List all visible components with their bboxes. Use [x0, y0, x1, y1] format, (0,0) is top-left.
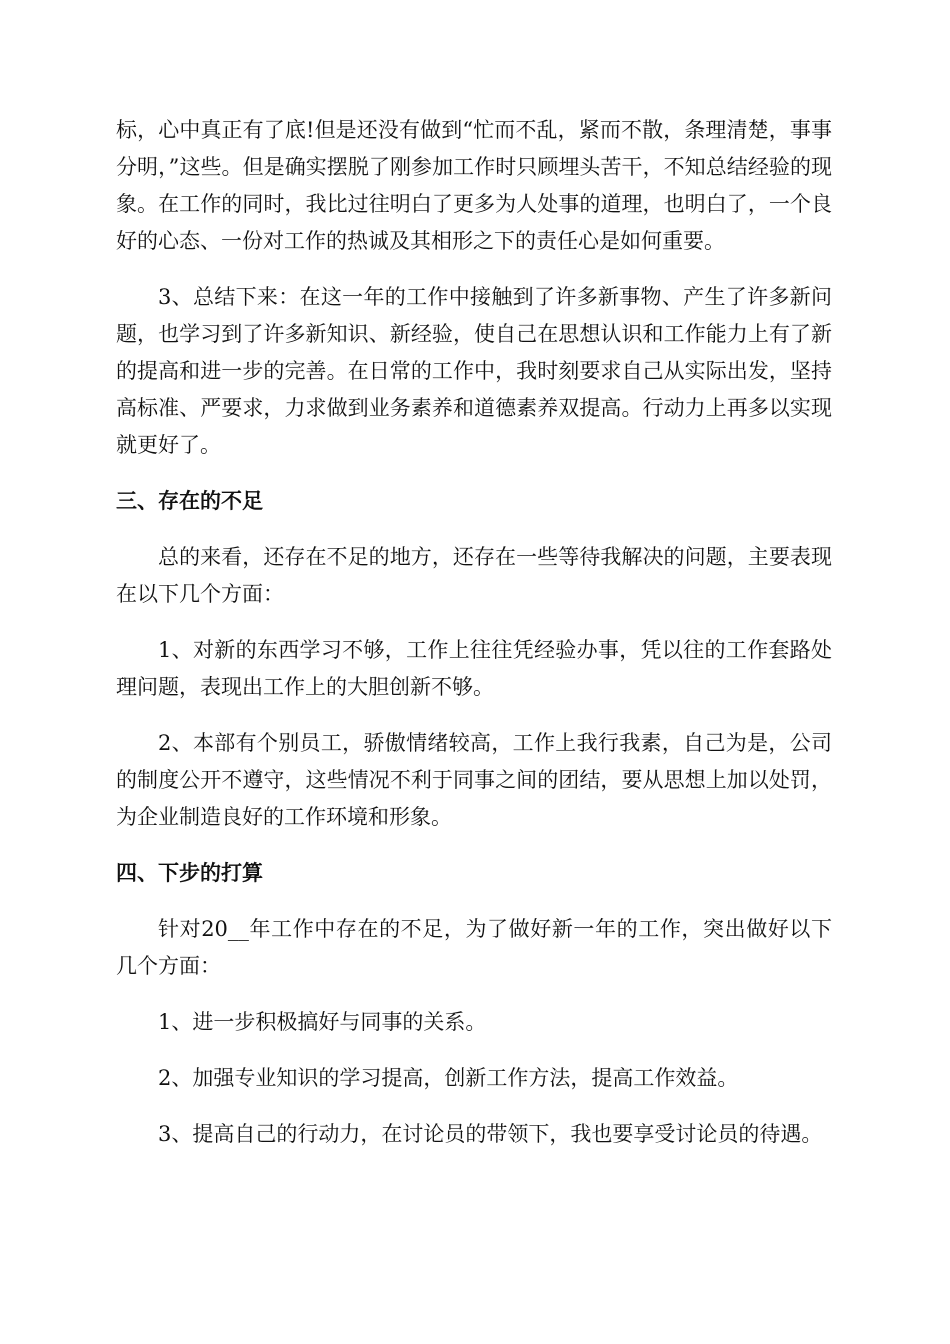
section-heading-next-plan: 四、下步的打算 [116, 861, 263, 885]
document-body [116, 112, 832, 1172]
paragraph-shortcoming-1: 1、对新的东西学习不够，工作上往往凭经验办事，凭以往的工作套路处理问题，表现出工作上的大胆创新不够。 [116, 638, 832, 699]
paragraph-continued: 标，心中真正有了底!但是还没有做到“忙而不乱，紧而不散，条理清楚，事事分明，”这些。但是确实摆脱了刚参加工作时只顾埋头苦干，不知总结经验的现象。在工作的同时，我比过往明白了更多为人处事的道理，也明白了，一个良好的心态、一份对工作的热诚及其相形之下的责任心是如何重要。 [116, 118, 832, 253]
section-heading-shortcomings: 三、存在的不足 [116, 489, 263, 513]
paragraph-plan-2: 2、加强专业知识的学习提高，创新工作方法，提高工作效益。 [158, 1066, 739, 1090]
paragraph-plan-1: 1、进一步积极搞好与同事的关系。 [158, 1010, 487, 1034]
paragraph-shortcoming-2: 2、本部有个别员工，骄傲情绪较高，工作上我行我素，自己为是，公司的制度公开不遵守，这些情况不利于同事之间的团结，要从思想上加以处罚，为企业制造良好的工作环境和形象。 [116, 731, 832, 829]
paragraph-summary: 3、总结下来：在这一年的工作中接触到了许多新事物、产生了许多新问题，也学习到了许多新知识、新经验，使自己在思想认识和工作能力上有了新的提高和进一步的完善。在日常的工作中，我时刻要求自己从实际出发，坚持高标准、严要求，力求做到业务素养和道德素养双提高。行动力上再多以实现就更好了。 [116, 285, 832, 457]
paragraph-plan-3: 3、提高自己的行动力，在讨论员的带领下，我也要享受讨论员的待遇。 [158, 1122, 823, 1146]
paragraph-plan-intro: 针对20__年工作中存在的不足，为了做好新一年的工作，突出做好以下几个方面： [116, 917, 832, 978]
paragraph-shortcomings-intro: 总的来看，还存在不足的地方，还存在一些等待我解决的问题，主要表现在以下几个方面： [116, 545, 832, 606]
